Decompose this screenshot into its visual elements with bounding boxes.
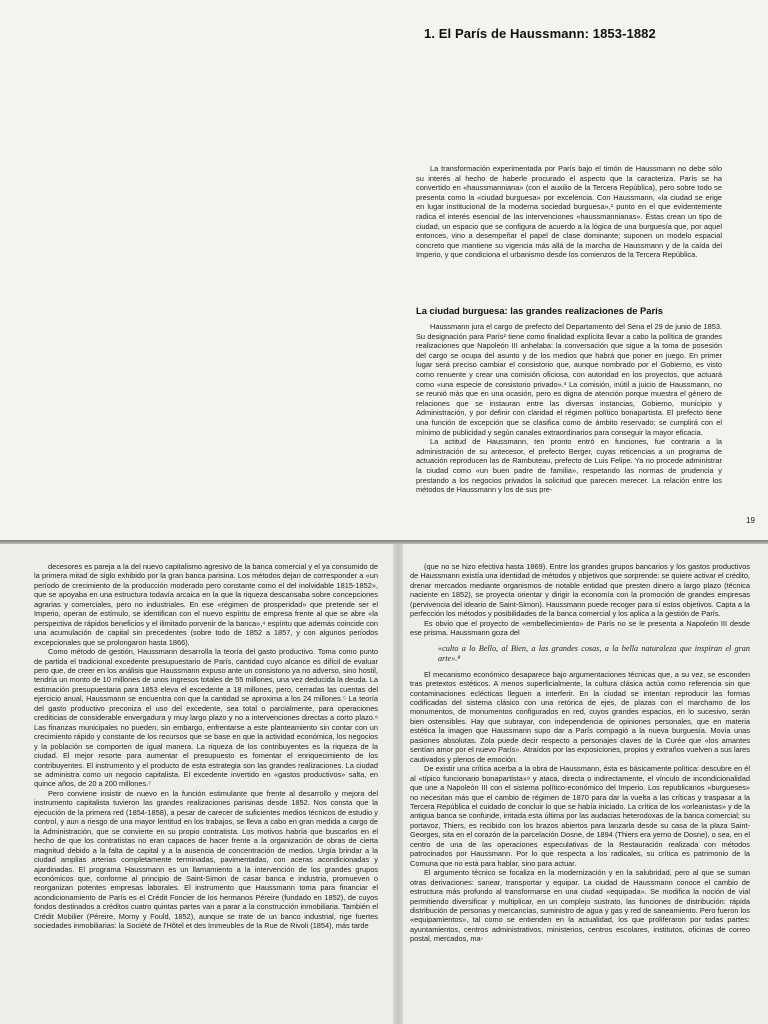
right-paragraph-1: (que no se hizo efectiva hasta 1869). Entre los grandes grupos bancarios y los gastos productivos de Haussmann existía una identidad de métodos y objetivos que sorprende: se quiere activar el crédito, drenar mercados mediante organismos de notable entidad que presten dinero a largo plazo (técnica naciente en 1852), se proyecta orientar y dirigir la economía con la promoción de grandes empresas (pervivencia del ideario de Saint-Simon). Haussmann puede recoger para sí estos objetivos. Capta a la perfección los métodos y posibilidades de la banca comercial y los aplica a la gestión de París. [410,562,750,619]
left-paragraph-1: decesores es pareja a la del nuevo capitalismo agresivo de la banca comercial y el ya consumido de la primera mitad de siglo exhibido por la gran banca parisina. Los métodos dejan de corresponder a «un período de crecimiento de la producción moderado pero constante como el del inolvidable 1815-1852», que se apoyaba en una estructura todavía arcaica en la que la riqueza descansaba sobre concepciones agrarias y comerciales, pero no industriales. En ese «régimen de prosperidad» que pretende ser el Imperio, operan de estímulo, se identifican con el nuevo espíritu de empresa frente al que se abre «la perspectiva de rápidos beneficios y el ilimitado porvenir de la banca»,⁴ espíritu que además coincide con una acumulación de capital sin precedentes (sobre todo de 1852 a 1857, y con algunos períodos excepcionales que se prolongaron hasta 1866). [34,562,378,647]
right-paragraph-3: El mecanismo económico desaparece bajo argumentaciones técnicas que, a su vez, se esconden tras pretextos estéticos. A menos superficialmente, la cultura clásica actúa como referencia sin que contaminaciones eclécticas lleguen a interferir. En la ciudad se intentan reproducir las formas codificadas del sistema clásico con una retórica de ejes, de plazas con el marchamo de los monumentos, de monumentos configurados en red, cuyos grandes espacios, en lo sucesivo, serán bien ostensibles. Hay que subrayar, con independencia de opiniones personales, que en materia estética la imagen que Haussmann supo dar a París compagió a la nueva burguesía. Movía unas pasiones absolutas. Zola puede decir respecto a personajes claves de la Curée que «los amantes sentían amor por el nuevo París». Atraídos por las exposiciones, propios y extraños vuelven a sus lares cautivados y plenos de emoción. [410,669,750,764]
intro-text: La transformación experimentada por París bajo el timón de Haussmann no debe sólo su interés al hecho de haberle procurado el aspecto que la caracteriza. París se ha convertido en «haussmanniana» (con el auxilio de la Tercera República), pero sobre todo se presenta como la «ciudad burguesa» por excelencia. Con Haussmann, «la ciudad se erige en lugar institucional de la moderna sociedad burguesa»,¹ punto en el que evidentemente radica el interés esencial de las intervenciones «haussmannianas». Éstas crean un tipo de ciudad, un espacio que se configura de acuerdo a la lógica de una burguesía que, por aquel entonces, vino a desempeñar el papel de clase dominante; suponen un modelo espacial concreto que mantiene su vigencia más allá de la marcha de Haussmann y de la caída del Imperio, y que condiciona el urbanismo desde los comienzos de la Tercera República. [416,164,722,260]
section-paragraph-1: Haussmann jura el cargo de prefecto del Departamento del Sena el 29 de junio de 1853. Su designación para París² tiene como finalidad explícita llevar a cabo la política de grandes realizaciones que Napoleón III anhelaba: la conversación que sigue a la toma de posesión del cargo se ocupa del asunto y de los medios que habrá que poner en juego. En primer lugar será preciso cambiar el consistorio que, aunque nombrado por el Gobierno, es visto como renuente y crear una comisión oficiosa, con autoridad en los proyectos, que actuará como «una especie de consistorio privado».³ La comisión, inútil a juicio de Haussmann, no se reunió más que en una ocasión, pero es digna de atención porque muestra el género de relaciones que se instauran entre las diversas instancias, Gobierno, municipio y Administración, y por definir con claridad el régimen político bonapartista. El prefecto tiene una función de excepción que se clasifica como de ámbito reservado; se cumplirá con el mínimo de publicidad y según canales extraordinarios para conseguir la mayor eficacia. [416,322,722,437]
section-body [416,322,722,495]
chapter-title: 1. El París de Haussmann: 1853-1882 [424,26,656,41]
lower-book-spread [0,544,768,1024]
intro-paragraph [416,164,722,260]
page-number: 19 [746,516,755,525]
left-paragraph-3: Pero conviene insistir de nuevo en la función estimulante que frente al desarrollo y mejora del instrumento capitalista tuvieron las grandes realizaciones parisinas desde 1852. Nos consta que la ejecución de la primera red (1854-1858), a pesar de carecer de suficientes medios técnicos de estudio y control, y aun a riesgo de una mayor lentitud en los trabajos, se lleva a cabo en gran medida a cargo de la Administración, que se convierte en su propio contratista. Los motivos habría que buscarlos en el hecho de que los contratistas no eran capaces de hacer frente a la organización de obras de cierta magnitud debido a la falta de capital y a la ausencia de concentración de medios. Urgía brindar a la ciudad amplias arterias completamente terminadas, pavimentadas, con aceras acondicionadas y ajardinadas. El programa Haussmann es un llamamiento a la intervención de los grandes grupos económicos que, conforme al principio de Saint-Simon de casar banca e industria, promueven o reorganizan potentes empresas laborales. El instrumento que Haussmann toma para financiar el acondicionamiento de París es el Crédit Foncier de los hermanos Péreire (fundado en 1852), de cuyos fondos destinados a créditos cuatro quintas partes van a parar a la construcción inmobiliaria. También el Crédit Mobilier (Péreire, Morny y Fould, 1852), aunque se trate de un banco industrial, rige fuertes sociedades inmobiliarias: la Société de l'Hôtel et des Immeubles de la Rue de Rivoli (1854), más tarde [34,788,378,931]
right-paragraph-4: De existir una crítica acerba a la obra de Haussmann, ésta es básicamente política: descubre en él al «típico funcionario bonapartista»⁹ y ataca, directa o indirectamente, el vínculo de incondicionalidad que une a Napoleón III con el sistema político-económico del Imperio. Los republicanos «burgueses» no necesitan más que el cambio de régimen de 1870 para dar la vuelta a las críticas y traspasar a la Tercera República el cuidado de concluir lo que se había iniciado. La crítica de los «orleanistas» y de la antigua banca se confunde, irritada esta última por las audacias heterodoxas de la banca comercial; su portavoz, Thiers, es recibido con los brazos abiertos para lanzarla desde su casa de la plaza Saint-Georges, sita en el corazón de la parcelación Dosne, de 1894 (Thiers era yerno de Dosne), o sea, en el centro de una de las operaciones especulativas de la Restauración realizada con métodos patrocinados por Haussmann. Por lo que respecta a los radicales, su crítica es patrimonio de la Comuna que no está para hablar, sino para actuar. [410,764,750,868]
right-column [410,562,750,944]
block-quote: «culto a lo Bello, al Bien, a las grandes cosas, a la bella naturaleza que inspiran el gran arte».⁸ [438,643,750,663]
section-paragraph-2: La actitud de Haussmann, ten pronto entró en funciones, fue contraria a la administración de su antecesor, el prefecto Berger, cuyas reticencias a un programa de actuación reproducen las de Rambuteau, prefecto de Luis Felipe. Ya no procede administrar la ciudad como «un buen padre de familia», respetando las normas de prudencia y prestando a los negocios privados la solicitud que parecen merecer. La relación entre los métodos de Haussmann y los de sus pre- [416,437,722,495]
right-paragraph-2: Es obvio que el proyecto de «embellecimiento» de París no se le presenta a Napoleón III desde ese prisma. Haussmann goza del [410,618,750,638]
section-heading: La ciudad burguesa: las grandes realizaciones de París [416,305,663,316]
left-paragraph-2: Como método de gestión, Haussmann desarrolla la teoría del gasto productivo. Toma como punto de partida el tradicional excedente presupuestario de París, cantidad cuyo alcance es difícil de evaluar pero que, de creer en los análisis que Haussmann expuso ante un consistorio ya no adverso, sino hostil, tendría un monto de 10 millones de unos ingresos totales de 55 millones, una vez deducida la deuda. La estimación presupuestaria para 1853 eleva el excedente a 18 millones, pero, cerradas las cuentas del ejercicio anual, Haussmann se encuentra con que la cantidad se aproxima a los 24 millones.⁵ La teoría del gasto productivo preconiza el uso del excedente, sea total o parcialmente, para operaciones crediticias de considerable envergadura y muy largo plazo y no a intervenciones directas a corto plazo.⁶ Las finanzas municipales no pueden, sin embargo, enfrentarse a este planteamiento sin contar con un crecimiento rápido y constante de los recursos que se base en que la actividad económica, los negocios y la población se comporten de igual manera. La riqueza de los contribuyentes es la riqueza de la ciudad. El mejor resorte para aumentar el presupuesto es fomentar el enriquecimiento de los contribuyentes. El instrumento y el producto de esta estrategia son las grandes realizaciones. La ciudad se administra como un negocio capitalista. El excedente invertido en «gastos productivos» salta, en quince años, de 20 a 200 millones.⁷ [34,647,378,789]
book-gutter [393,544,403,1024]
right-paragraph-5: El argumento técnico se focaliza en la modernización y en la salubridad, pero al que se suman otras derivaciones: sanear, transportar y equipar. La ciudad de Haussmann conoce el cambio de estructura más profundo al transformarse en una ciudad «equipada». Se modifica la noción de vial permitiendo diversificar y multiplicar, en un complejo sustrato, las funciones de distribución: rápida distribución de personas y mercancías, suministro de agua y gas y red de saneamiento. Pero fueron los «equipamientos», tal como se entienden en la actualidad, los que proliferaron por todas partes: ayuntamientos, centros administrativos, ministerios, centros escolares, institutos, oficinas de correo postal, mercados, ma- [410,868,750,944]
left-column [34,562,378,931]
